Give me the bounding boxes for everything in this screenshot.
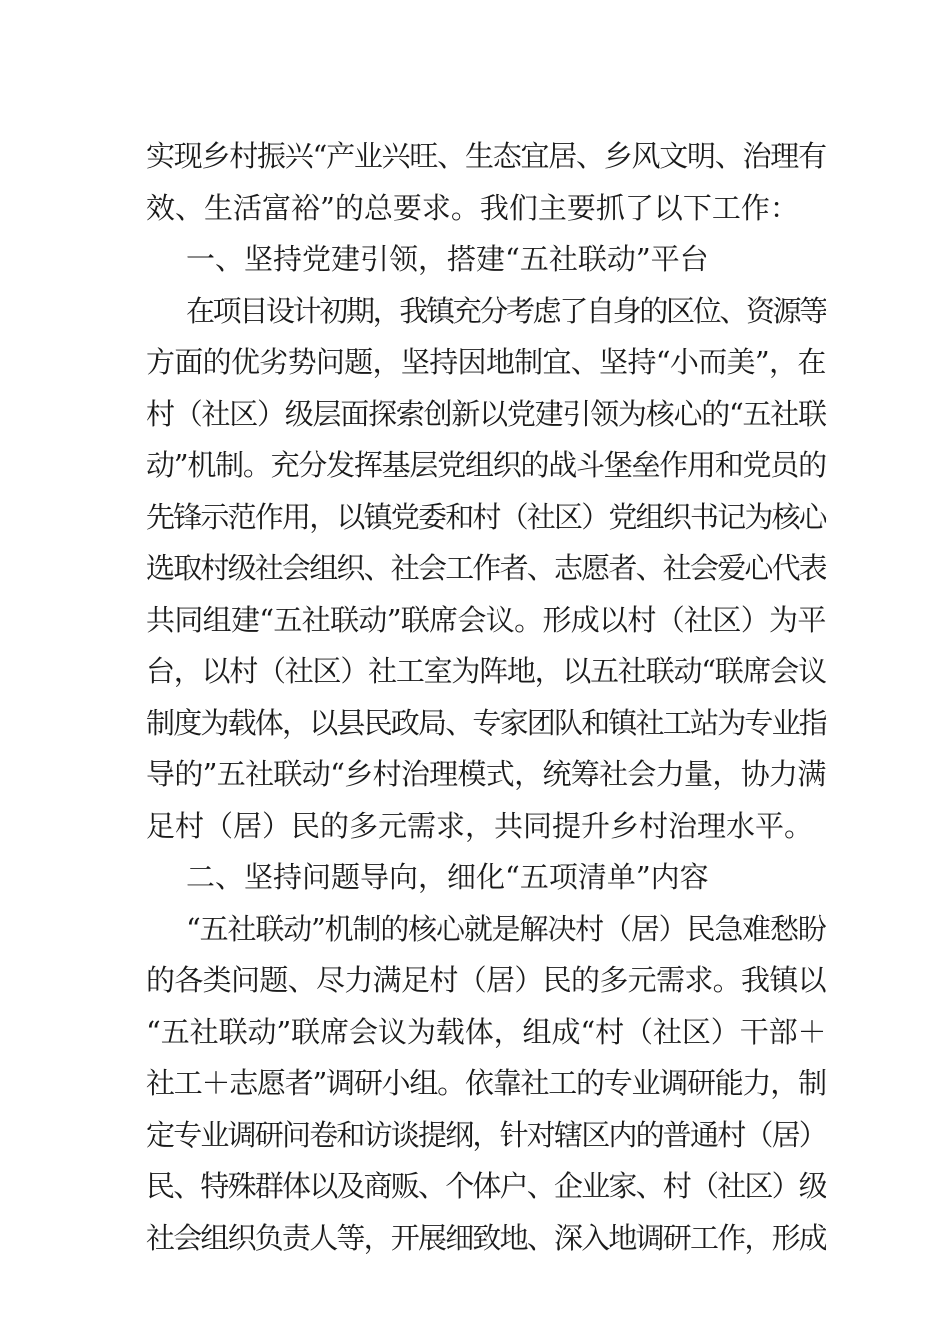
- text-line: 动”机制。充分发挥基层党组织的战斗堡垒作用和党员的: [146, 448, 826, 482]
- paragraph-first-line: 在项目设计初期，我镇充分考虑了自身的区位、资源等: [186, 293, 826, 328]
- text-line: 的各类问题、尽力满足村（居）民的多元需求。我镇以: [146, 963, 826, 997]
- text-line: 村（社区）级层面探索创新以党建引领为核心的“五社联: [146, 396, 826, 431]
- text-line: 先锋示范作用，以镇党委和村（社区）党组织书记为核心: [146, 499, 826, 534]
- paragraph-first-line: “五社联动”机制的核心就是解决村（居）民急难愁盼: [186, 911, 826, 946]
- text-line: 共同组建“五社联动”联席会议。形成以村（社区）为平: [146, 602, 826, 637]
- text-line: “五社联动”联席会议为载体，组成“村（社区）干部＋: [146, 1014, 826, 1049]
- body-text: [146, 131, 826, 1264]
- text-line: 制度为载体，以县民政局、专家团队和镇社工站为专业指: [146, 705, 826, 740]
- text-line: 方面的优劣势问题，坚持因地制宜、坚持“小而美”，在: [146, 345, 826, 379]
- text-line: 定专业调研问卷和访谈提纲，针对辖区内的普通村（居）: [146, 1117, 826, 1152]
- text-line: 社会组织负责人等，开展细致地、深入地调研工作，形成: [146, 1220, 826, 1255]
- text-line: 实现乡村振兴“产业兴旺、生态宜居、乡风文明、治理有: [146, 139, 826, 173]
- text-line: 足村（居）民的多元需求，共同提升乡村治理水平。: [146, 808, 814, 843]
- text-line: 社工＋志愿者”调研小组。依靠社工的专业调研能力，制: [146, 1066, 826, 1100]
- text-line: 台，以村（社区）社工室为阵地，以五社联动“联席会议: [146, 654, 826, 688]
- text-line: 选取村级社会组织、社会工作者、志愿者、社会爱心代表: [146, 551, 826, 585]
- text-line: 效、生活富裕”的总要求。我们主要抓了以下工作：: [146, 190, 799, 225]
- text-line: 民、特殊群体以及商贩、个体户、企业家、村（社区）级: [146, 1169, 826, 1203]
- paragraph-first-line: 一、坚持党建引领，搭建“五社联动”平台: [186, 242, 709, 276]
- paragraph-first-line: 二、坚持问题导向，细化“五项清单”内容: [186, 860, 709, 894]
- text-line: 导的”五社联动“乡村治理模式，统筹社会力量，协力满: [146, 757, 826, 791]
